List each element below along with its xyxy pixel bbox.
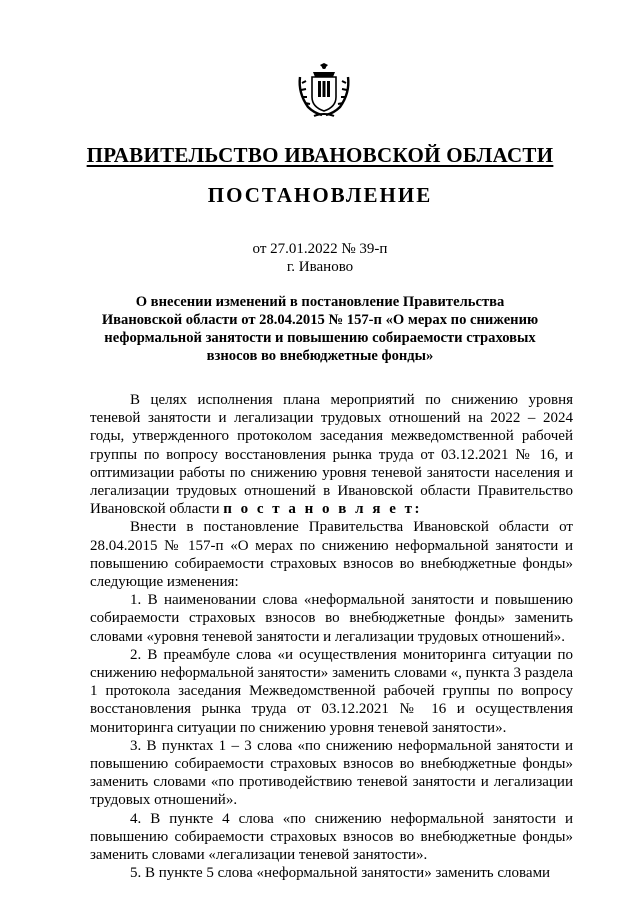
document-type-heading: ПОСТАНОВЛЕНИЕ (207, 183, 433, 207)
amendment-item: 5. В пункте 5 слова «неформальной занятости» заменить словами (130, 865, 551, 882)
amendment-item: 4. В пункте 4 слова «по снижению неформальной занятости и повышению собираемости страховых взносов во внебюджетные фонды» заменить словами «легализации теневой занятости». (90, 810, 573, 864)
city-label: г. Иваново (286, 259, 354, 275)
date-and-number: от 27.01.2022 № 39-п (252, 241, 388, 257)
decree-word: п о с т а н о в л я е т: (223, 501, 422, 518)
intro-paragraph: Внести в постановление Правительства Ивановской области от 28.04.2015 № 157-п «О мерах по снижению неформальной занятости и повышению собираемости страховых взносов во внебюджетные фонды» следующие изменения: (90, 519, 573, 591)
amendment-item: 2. В преамбуле слова «и осуществления мониторинга ситуации по снижению неформальной занятости» заменить словами «, пункта 3 раздела 1 протокола заседания Межведомственной рабочей группы по вопросу восстановления рынка труда от 03.12.2021 № 16 и осуществления мониторинга ситуации по снижению уровня теневой занятости». (90, 646, 573, 736)
document-title: О внесении изменений в постановление Правительства Ивановской области от 28.04.2015 № 157-п «О мерах по снижению неформальной занятости и повышению собираемости страховых взносов во внебюджетные фонды» (101, 294, 539, 364)
coat-of-arms-emblem (296, 63, 352, 119)
organization-heading: ПРАВИТЕЛЬСТВО ИВАНОВСКОЙ ОБЛАСТИ (86, 143, 554, 167)
preamble-paragraph: В целях исполнения плана мероприятий по снижению уровня теневой занятости и легализации трудовых отношений на 2022 – 2024 годы, утвержденного протоколом заседания межведомственной рабочей группы по вопросу восстановления рынка труда от 03.12.2021 № 16, и оптимизации работы по снижению уровня теневой занятости населения и легализации трудовых отношений в Ивановской области Правительство Ивановской области п о с т а н о в л я е т: (90, 392, 573, 518)
amendment-item: 3. В пунктах 1 – 3 слова «по снижению неформальной занятости и повышению собираемости страховых взносов во внебюджетные фонды» заменить словами «по противодействию теневой занятости и легализации трудовых отношений». (90, 737, 573, 809)
document-body (90, 391, 573, 882)
amendment-item: 1. В наименовании слова «неформальной занятости и повышению собираемости страховых взносов во внебюджетные фонды» заменить словами «уровня теневой занятости и легализации трудовых отношений». (90, 592, 573, 645)
